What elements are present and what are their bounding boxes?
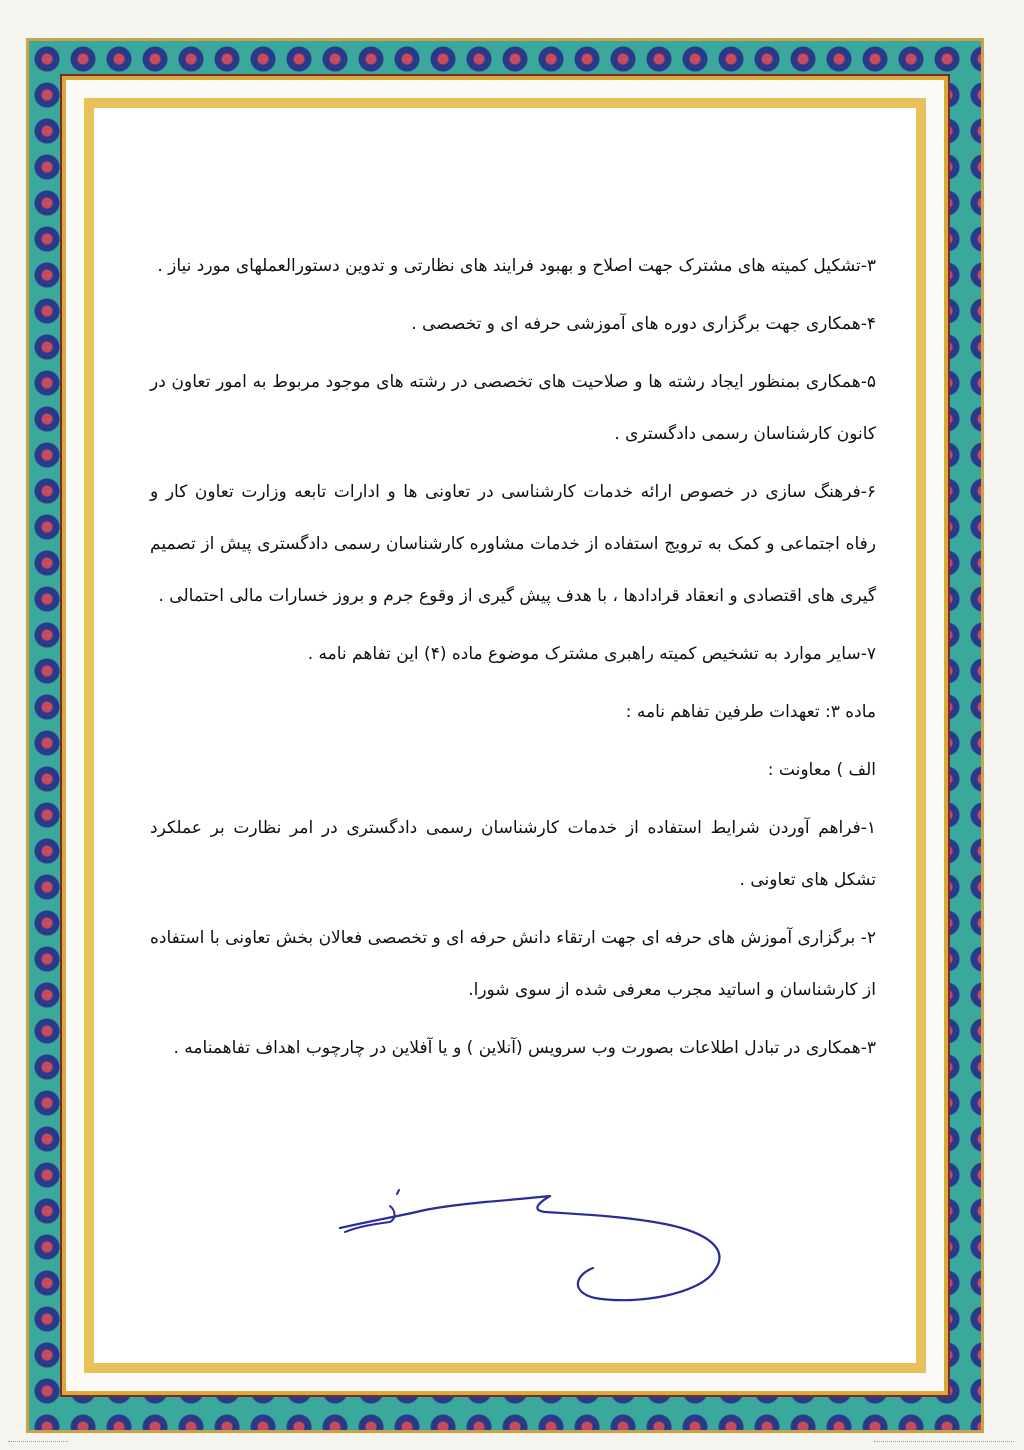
- clause-7-other: ۷-سایر موارد به تشخیص کمیته راهبری مشترک موضوع ماده (۴) این تفاهم نامه .: [307, 644, 876, 664]
- article-3-heading: ماده ۳: تعهدات طرفین تفاهم نامه :: [625, 702, 876, 722]
- footer-mark-left: [8, 1441, 68, 1448]
- commitment-2: ۲- برگزاری آموزش های حرفه ای جهت ارتقاء دانش حرفه ای و تخصصی فعالان بخش تعاونی با استفاده از کارشناسان و اساتید مجرب معرفی شده از سوی شورا.: [150, 928, 876, 1000]
- section-a-heading: الف ) معاونت :: [767, 760, 876, 780]
- handwritten-signature: [335, 1180, 735, 1320]
- document-body: [150, 240, 876, 1080]
- commitment-3: ۳-همکاری در تبادل اطلاعات بصورت وب سرویس (آنلاین ) و یا آفلاین در چارچوب اهداف تفاهمنامه .: [173, 1038, 876, 1058]
- clause-4-training: ۴-همکاری جهت برگزاری دوره های آموزشی حرفه ای و تخصصی .: [411, 314, 876, 334]
- commitment-1: ۱-فراهم آوردن شرایط استفاده از خدمات کارشناسان رسمی دادگستری در امر نظارت بر عملکرد تشکل های تعاونی .: [150, 818, 876, 890]
- footer-mark-right: [874, 1441, 1014, 1448]
- clause-3-committees: ۳-تشکیل کمیته های مشترک جهت اصلاح و بهبود فرایند های نظارتی و تدوین دستورالعملهای مورد نیاز .: [157, 256, 876, 276]
- clause-6-culture: ۶-فرهنگ سازی در خصوص ارائه خدمات کارشناسی در تعاونی ها و ادارات تابعه وزارت تعاون کار و رفاه اجتماعی و کمک به ترویج استفاده از خدمات مشاوره کارشناسان رسمی دادگستری پیش از تصمیم گیری های اقتصادی و انعقاد قرادادها ، با هدف پیش گیری از وقوع جرم و بروز خسارات مالی احتمالی .: [150, 482, 876, 606]
- clause-5-specialties: ۵-همکاری بمنظور ایجاد رشته ها و صلاحیت های تخصصی در رشته های موجود مربوط به امور تعاون در کانون کارشناسان رسمی دادگستری .: [150, 372, 876, 444]
